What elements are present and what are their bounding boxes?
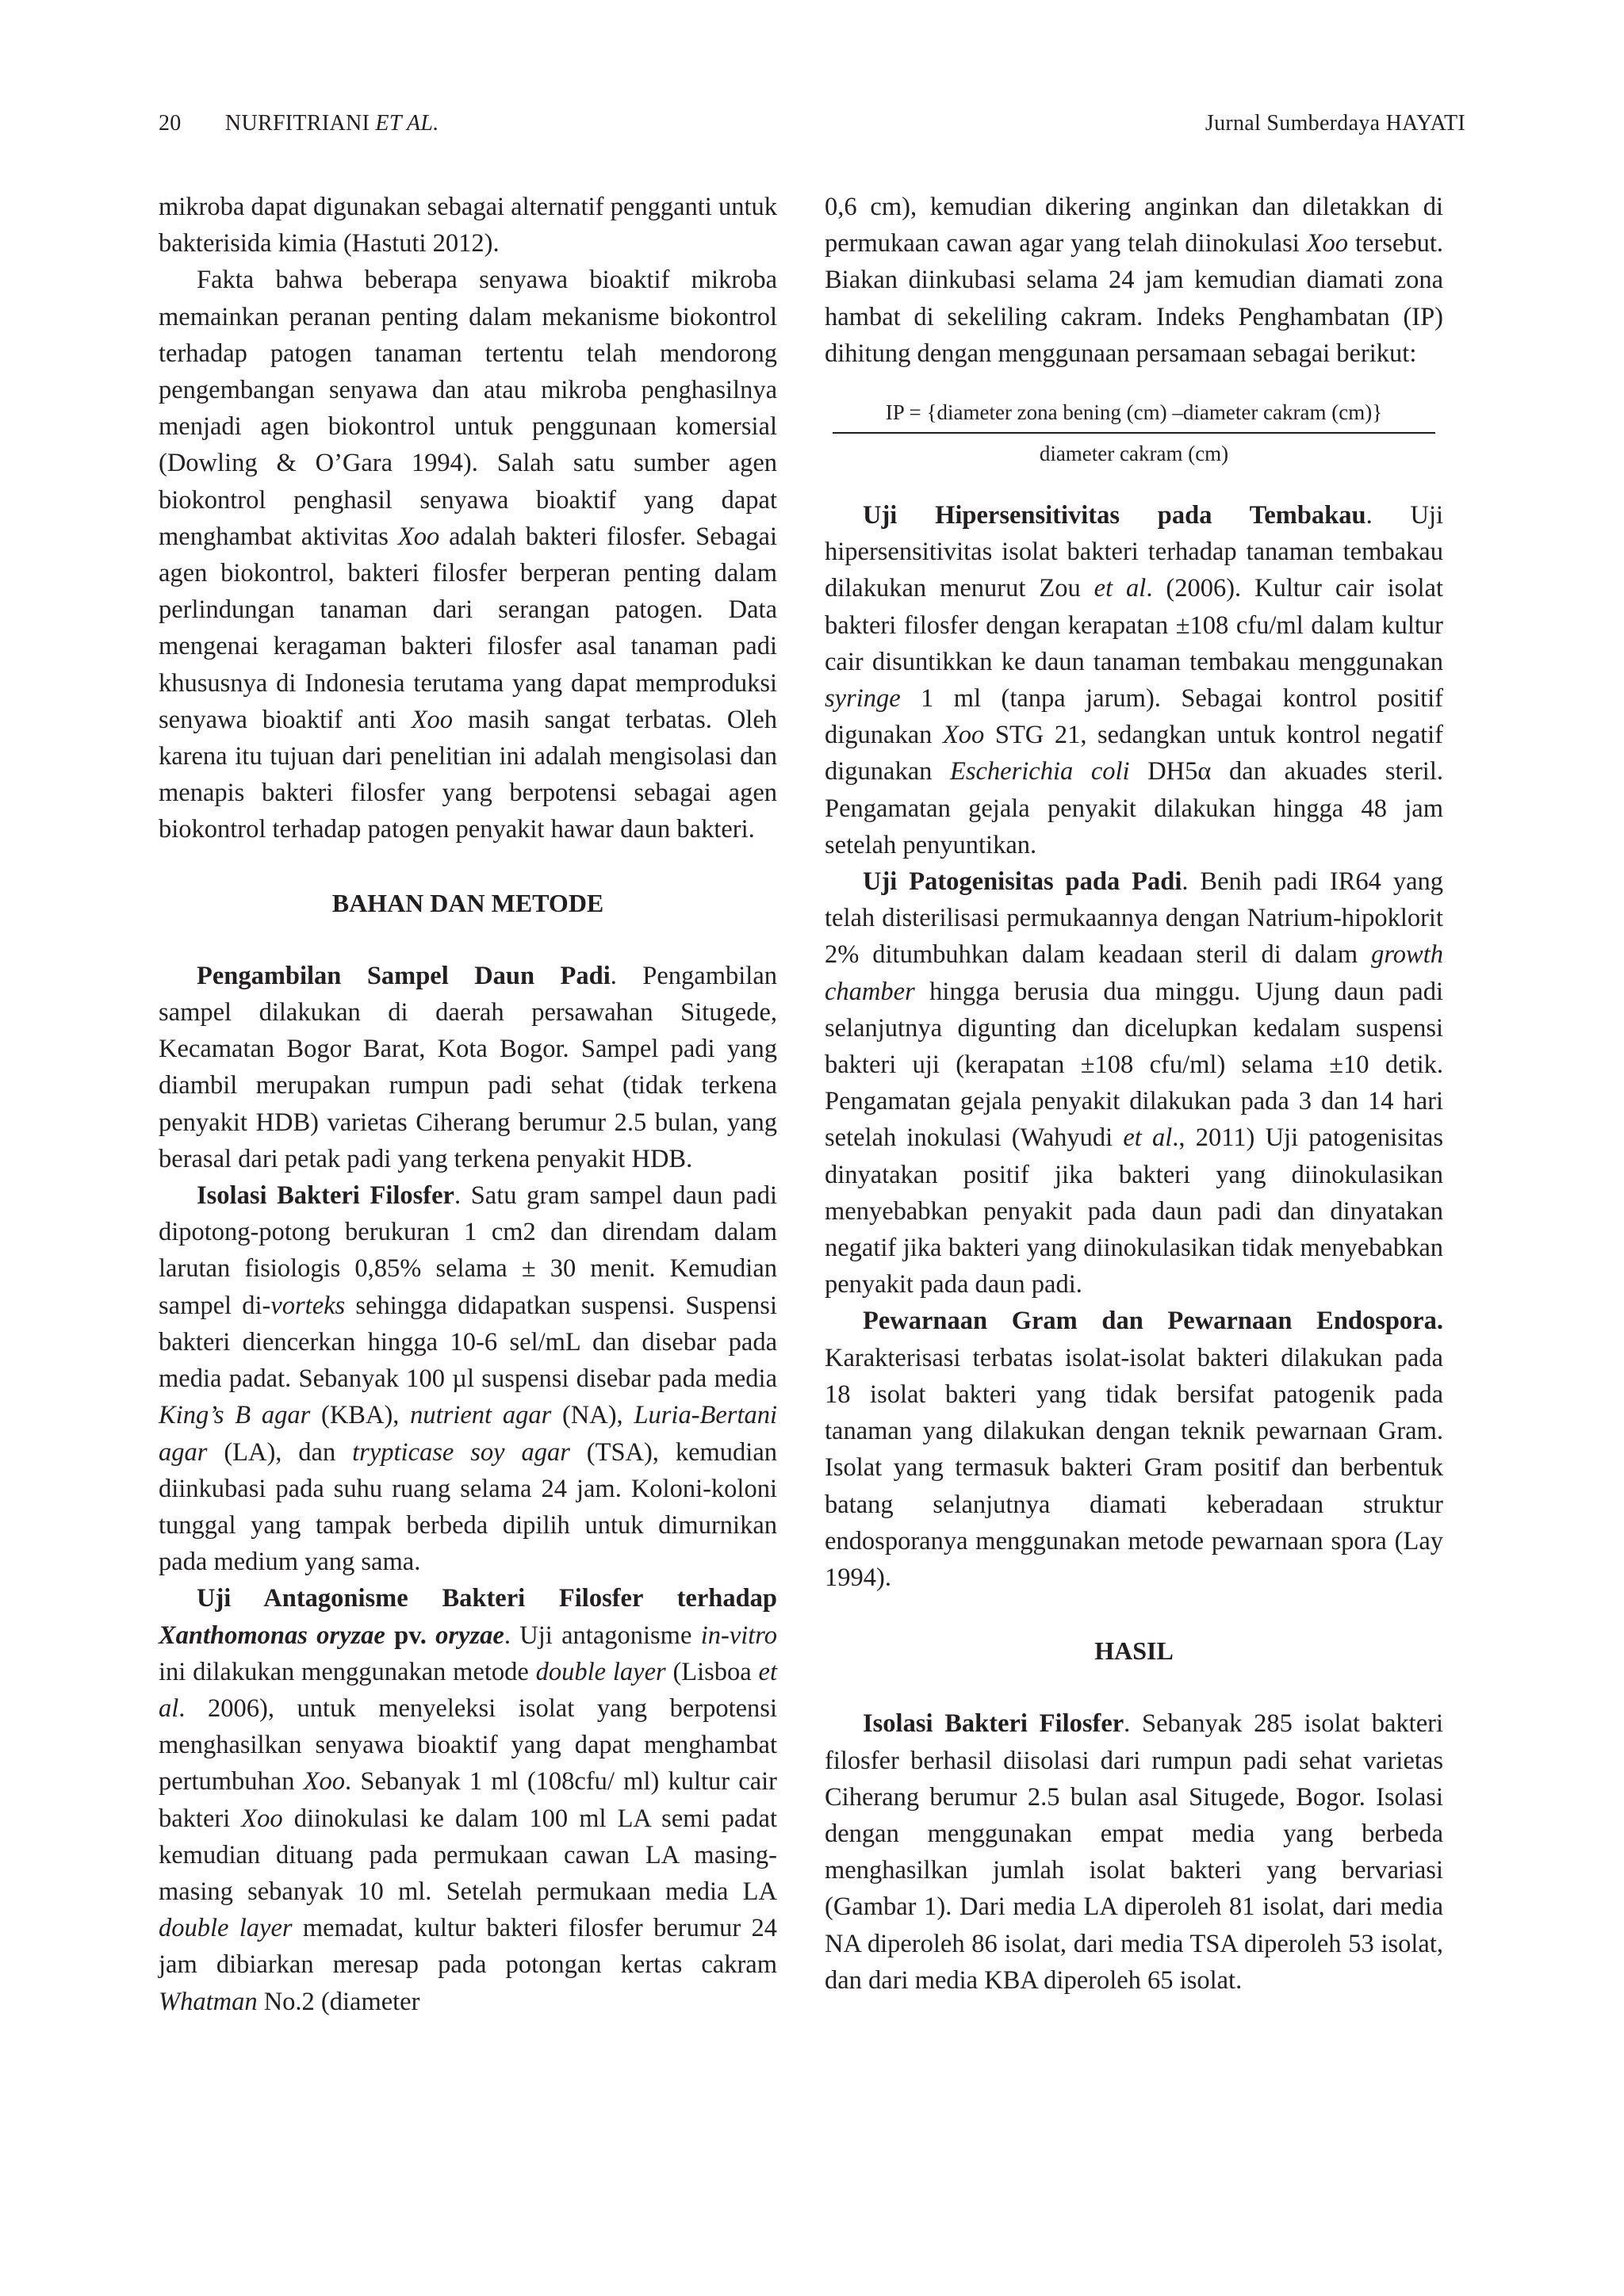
paragraph-antagonism: Uji Antagonisme Bakteri Filosfer terhadap Xanthomonas oryzae pv. oryzae. Uji antagonisme in-vitro ini dilakukan menggunakan metode double layer (Lisboa et al. 2006), untuk menyeleksi isolat yang berpotensi menghasilkan senyawa bioaktif yang dapat menghambat pertumbuhan Xoo. Sebanyak 1 ml (108cfu/ ml) kultur cair bakteri Xoo diinokulasi ke dalam 100 ml LA semi padat kemudian dituang pada permukaan cawan LA masing-masing sebanyak 10 ml. Setelah permukaan media LA double layer memadat, kultur bakteri filosfer berumur 24 jam dibiarkan meresap pada potongan kertas cakram Whatman No.2 (diameter	[159, 1584, 778, 2016]
running-header-journal: Jurnal Sumberdaya HAYATI	[1205, 111, 1465, 136]
page-number: 20	[159, 111, 182, 136]
fraction-bar	[833, 432, 1435, 434]
subheading-isolation-results: Isolasi Bakteri Filosfer	[863, 1709, 1124, 1739]
paragraph-intro-end: mikroba dapat digunakan sebagai alternatif pengganti untuk bakterisida kimia (Hastuti 2012).	[159, 193, 777, 258]
paragraph-antagonism-cont: 0,6 cm), kemudian dikering anginkan dan diletakkan di permukaan cawan agar yang telah diinokulasi Xoo tersebut. Biakan diinkubasi selama 24 jam kemudian diamati zona hambat di sekeliling cakram. Indeks Penghambatan (IP) dihitung dengan menggunaan persamaan sebagai berikut:	[825, 193, 1443, 368]
paragraph-staining: Pewarnaan Gram dan Pewarnaan Endospora. Karakterisasi terbatas isolat-isolat bakteri dilakukan pada 18 isolat bakteri yang tidak bersifat patogenik pada tanaman yang dilakukan dengan teknik pewarnaan Gram. Isolat yang termasuk bakteri Gram positif dan berbentuk batang selanjutnya diamati keberadaan struktur endosporanya menggunakan metode pewarnaan spora (Lay 1994).	[825, 1307, 1443, 1592]
subheading-antagonism: Uji Antagonisme Bakteri Filosfer terhadap Xanthomonas oryzae pv. oryzae	[159, 1584, 777, 1650]
section-heading-methods: BAHAN DAN METODE	[331, 888, 604, 917]
header-author: NURFITRIANI	[224, 111, 370, 136]
subheading-staining: Pewarnaan Gram dan Pewarnaan Endospora.	[863, 1307, 1443, 1336]
inhibition-index-formula	[825, 399, 1443, 467]
paragraph-hypersensitivity: Uji Hipersensitivitas pada Tembakau. Uji hipersensitivitas isolat bakteri terhadap tanaman tembakau dilakukan menurut Zou et al. (2006). Kultur cair isolat bakteri filosfer dengan kerapatan ±108 cfu/ml dalam kultur cair disuntikkan ke daun tanaman tembakau menggunakan syringe 1 ml (tanpa jarum). Sebagai kontrol positif digunakan Xoo STG 21, sedangkan untuk kontrol negatif digunakan Escherichia coli DH5α dan akuades steril. Pengamatan gejala penyakit dilakukan hingga 48 jam setelah penyuntikan.	[825, 501, 1443, 859]
running-header-left	[159, 111, 439, 136]
subheading-pathogenicity: Uji Patogenisitas pada Padi	[863, 867, 1182, 897]
left-column	[159, 189, 777, 2020]
formula-numerator: IP = {diameter zona bening (cm) –diameter cakram (cm)}	[885, 400, 1383, 425]
subheading-hypersensitivity: Uji Hipersensitivitas pada Tembakau	[863, 501, 1366, 530]
paragraph-background: Fakta bahwa beberapa senyawa bioaktif mikroba memainkan peranan penting dalam mekanisme biokontrol terhadap patogen tanaman tertentu telah mendorong pengembangan senyawa dan atau mikroba penghasilnya menjadi agen biokontrol untuk penggunaan komersial (Dowling & O’Gara 1994). Salah satu sumber agen biokontrol penghasil senyawa bioaktif yang dapat menghambat aktivitas Xoo adalah bakteri filosfer. Sebagai agen biokontrol, bakteri filosfer berperan penting dalam perlindungan tanaman dari serangan patogen. Data mengenai keragaman bakteri filosfer asal tanaman padi khususnya di Indonesia terutama yang dapat memproduksi senyawa bioaktif anti Xoo masih sangat terbatas. Oleh karena itu tujuan dari penelitian ini adalah mengisolasi dan menapis bakteri filosfer yang berpotensi sebagai agen biokontrol terhadap patogen penyakit hawar daun bakteri.	[159, 266, 778, 844]
header-author-suffix: ET AL.	[375, 111, 439, 136]
formula-denominator: diameter cakram (cm)	[1039, 442, 1229, 466]
paragraph-sampling: Pengambilan Sampel Daun Padi. Pengambilan sampel dilakukan di daerah persawahan Situgede, Kecamatan Bogor Barat, Kota Bogor. Sampel padi yang diambil merupakan rumpun padi sehat (tidak terkena penyakit HDB) varietas Ciherang berumur 2.5 bulan, yang berasal dari petak padi yang terkena penyakit HDB.	[159, 961, 777, 1173]
subheading-sampling: Pengambilan Sampel Daun Padi	[197, 961, 611, 990]
paragraph-isolation-results: Isolasi Bakteri Filosfer. Sebanyak 285 isolat bakteri filosfer berhasil diisolasi dari rumpun padi sehat varietas Ciherang berumur 2.5 bulan asal Situgede, Bogor. Isolasi dengan menggunakan empat media yang berbeda menghasilkan jumlah isolat bakteri yang bervariasi (Gambar 1). Dari media LA diperoleh 81 isolat, dari media NA diperoleh 86 isolat, dari media TSA diperoleh 53 isolat, dan dari media KBA diperoleh 65 isolat.	[825, 1709, 1443, 1995]
paragraph-isolation: Isolasi Bakteri Filosfer. Satu gram sampel daun padi dipotong-potong berukuran 1 cm2 dan direndam dalam larutan fisiologis 0,85% selama ± 30 menit. Kemudian sampel di-vorteks sehingga didapatkan suspensi. Suspensi bakteri diencerkan hingga 10-6 sel/mL dan disebar pada media padat. Sebanyak 100 µl suspensi disebar pada media King’s B agar (KBA), nutrient agar (NA), Luria-Bertani agar (LA), dan trypticase soy agar (TSA), kemudian diinkubasi pada suhu ruang selama 24 jam. Koloni-koloni tunggal yang tampak berbeda dipilih untuk dimurnikan pada medium yang sama.	[159, 1181, 777, 1577]
right-column	[825, 189, 1443, 1999]
paragraph-pathogenicity: Uji Patogenisitas pada Padi. Benih padi IR64 yang telah disterilisasi permukaannya dengan Natrium-hipoklorit 2% ditumbuhkan dalam keadaan steril di dalam growth chamber hingga berusia dua minggu. Ujung daun padi selanjutnya digunting dan dicelupkan kedalam suspensi bakteri uji (kerapatan ±108 cfu/ml) selama ±10 detik. Pengamatan gejala penyakit dilakukan pada 3 dan 14 hari setelah inokulasi (Wahyudi et al., 2011) Uji patogenisitas dinyatakan positif jika bakteri yang diinokulasikan menyebabkan penyakit pada daun padi dan dinyatakan negatif jika bakteri yang diinokulasikan tidak menyebabkan penyakit pada daun padi.	[825, 867, 1443, 1299]
section-heading-results: HASIL	[1094, 1636, 1174, 1666]
subheading-isolation: Isolasi Bakteri Filosfer	[197, 1181, 454, 1211]
